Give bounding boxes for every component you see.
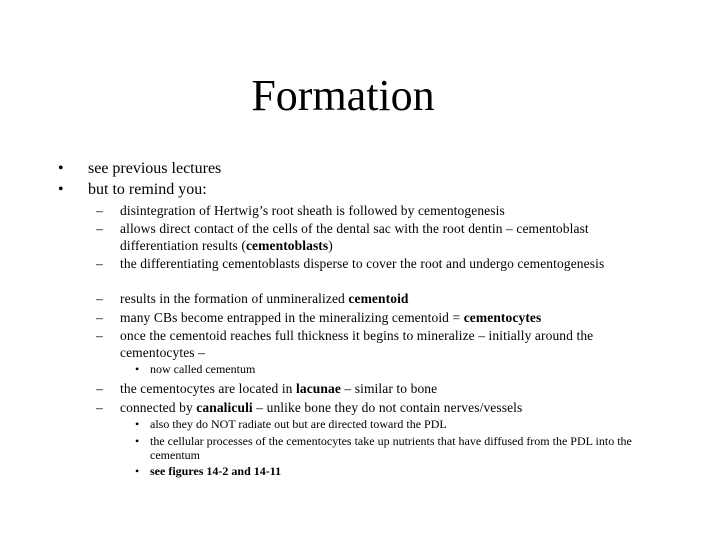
text-run: – unlike bone they do not contain nerves/vessels — [252, 400, 523, 415]
sub-sub-point-text — [150, 362, 655, 376]
text-run: ) — [328, 238, 333, 253]
text-run: now called cementum — [150, 362, 256, 376]
dash-marker: – — [96, 221, 103, 236]
text-run: many CBs become entrapped in the mineralizing cementoid = — [120, 310, 464, 325]
bold-term: see figures 14-2 and 14-11 — [150, 464, 282, 478]
sub-point-text — [120, 202, 656, 219]
bold-term: cementocytes — [463, 310, 542, 325]
sub-sub-point — [135, 362, 655, 376]
bold-term: canaliculi — [196, 400, 253, 415]
dash-marker: – — [96, 381, 103, 396]
sub-point — [96, 290, 656, 307]
bullet-marker: • — [58, 160, 64, 177]
bullet-marker: • — [58, 181, 64, 198]
text-run: the differentiating cementoblasts disperse to cover the root and undergo cementogenesis — [120, 256, 605, 271]
slide-title: Formation — [251, 71, 435, 120]
dash-marker: – — [96, 256, 103, 271]
text-run: disintegration of Hertwig’s root sheath is followed by cementogenesis — [120, 203, 505, 218]
text-run: also they do NOT radiate out but are directed toward the PDL — [150, 417, 447, 431]
sub-sub-point-text — [150, 464, 655, 478]
sub-point — [96, 309, 656, 326]
sub-point — [96, 202, 656, 219]
dash-marker: – — [96, 400, 103, 415]
text-run: the cementocytes are located in — [120, 381, 296, 396]
text-run: connected by — [120, 400, 197, 415]
sub-point-text — [120, 290, 656, 307]
text-run: once the cementoid reaches full thickness it begins to mineralize – initially around the cementocytes – — [120, 328, 594, 360]
text-run: results in the formation of unmineralized — [120, 291, 349, 306]
bold-term: lacunae — [296, 381, 341, 396]
dash-marker: – — [96, 310, 103, 325]
bullet-marker: • — [135, 464, 140, 478]
dash-marker: – — [96, 203, 103, 218]
text-run: – similar to bone — [340, 381, 438, 396]
sub-point-text — [120, 220, 656, 254]
text-run: the cellular processes of the cementocytes take up nutrients that have diffused from the PDL into the cementum — [150, 434, 632, 462]
sub-point-text — [120, 327, 656, 361]
sub-point-text — [120, 399, 656, 416]
text-run: allows direct contact of the cells of the dental sac with the root dentin – cementoblast differentiation results ( — [120, 221, 589, 253]
dash-marker: – — [96, 291, 103, 306]
sub-point — [96, 380, 656, 397]
sub-sub-point — [135, 464, 655, 478]
bold-term: cementoid — [348, 291, 409, 306]
sub-point — [96, 220, 656, 254]
dash-marker: – — [96, 328, 103, 343]
sub-sub-point-text — [150, 434, 655, 462]
sub-point — [96, 399, 656, 416]
sub-point — [96, 255, 656, 272]
sub-sub-point — [135, 417, 655, 431]
bullet-marker: • — [135, 362, 140, 376]
sub-point-text — [120, 309, 656, 326]
bullet-marker: • — [135, 417, 140, 431]
sub-point-text — [120, 255, 656, 272]
sub-point-text — [120, 380, 656, 397]
bullet-marker: • — [135, 434, 140, 448]
bullet-text: but to remind you: — [88, 181, 207, 198]
sub-sub-point-text — [150, 417, 655, 431]
bold-term: cementoblasts — [245, 238, 329, 253]
sub-point — [96, 327, 656, 361]
bullet-text: see previous lectures — [88, 160, 222, 177]
sub-sub-point — [135, 434, 655, 462]
